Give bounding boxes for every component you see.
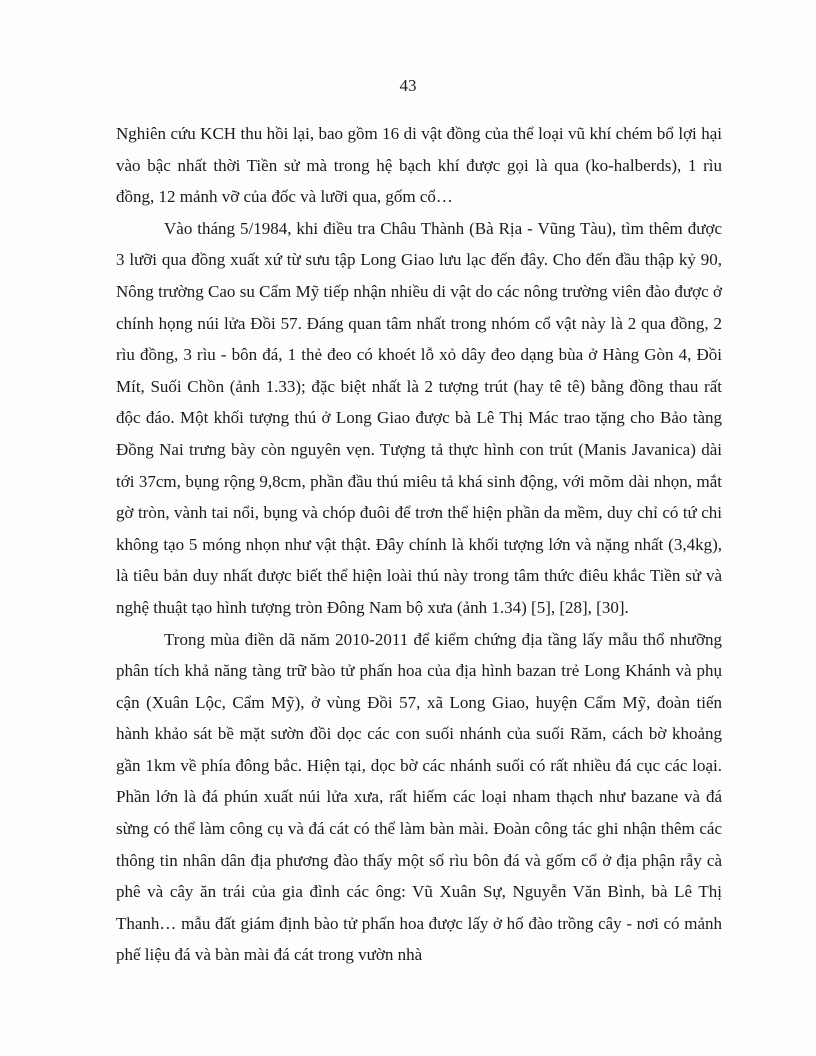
page-number: 43 [399,76,417,95]
paragraph-field-survey: Trong mùa điền dã năm 2010-2011 để kiểm chứng địa tầng lấy mẫu thổ nhưỡng phân tích khả năng tàng trữ bào tử phấn hoa của địa hình bazan trẻ Long Khánh và phụ cận (Xuân Lộc, Cẩm Mỹ), ở vùng Đồi 57, xã Long Giao, huyện Cẩm Mỹ, đoàn tiến hành khảo sát bề mặt sườn đồi dọc các con suối nhánh của suối Răm, cách bờ khoảng gần 1km về phía đông bắc. Hiện tại, dọc bờ các nhánh suối có rất nhiều đá cục các loại. Phần lớn là đá phún xuất núi lửa xưa, rất hiếm các loại nham thạch như bazane và đá sừng có thể làm công cụ và đá cát có thể làm bàn mài. Đoàn công tác ghi nhận thêm các thông tin nhân dân địa phương đào thấy một số rìu bôn đá và gốm cổ ở địa phận rẫy cà phê và cây ăn trái của gia đình các ông: Vũ Xuân Sự, Nguyễn Văn Bình, bà Lê Thị Thanh… mẫu đất giám định bào tử phấn hoa được lấy ở hố đào trồng cây - nơi có mảnh phế liệu đá và bàn mài đá cát trong vườn nhà [116,629,722,965]
body-text [116,118,722,971]
paragraph-long-giao-artifacts: Vào tháng 5/1984, khi điều tra Châu Thành (Bà Rịa - Vũng Tàu), tìm thêm được 3 lưỡi qua đồng xuất xứ từ sưu tập Long Giao lưu lạc đến đây. Cho đến đầu thập kỷ 90, Nông trường Cao su Cẩm Mỹ tiếp nhận nhiều di vật do các nông trường viên đào được ở chính họng núi lửa Đồi 57. Đáng quan tâm nhất trong nhóm cổ vật này là 2 qua đồng, 2 rìu đồng, 3 rìu - bôn đá, 1 thẻ đeo có khoét lỗ xỏ dây đeo dạng bùa ở Hàng Gòn 4, Đồi Mít, Suối Chồn (ảnh 1.33); đặc biệt nhất là 2 tượng trút (hay tê tê) bằng đồng thau rất độc đáo. Một khối tượng thú ở Long Giao được bà Lê Thị Mác trao tặng cho Bảo tàng Đồng Nai trưng bày còn nguyên vẹn. Tượng tả thực hình con trút (Manis Javanica) dài tới 37cm, bụng rộng 9,8cm, phần đầu thú miêu tả khá sinh động, với mõm dài nhọn, mắt gờ tròn, vành tai nổi, bụng và chóp đuôi để trơn thể hiện phần da mềm, duy chỉ có tứ chi không tạo 5 móng nhọn như vật thật. Đây chính là khối tượng lớn và nặng nhất (3,4kg), là tiêu bản duy nhất được biết thể hiện loài thú này trong tâm thức điêu khắc Tiền sử và nghệ thuật tạo hình tượng tròn Đông Nam bộ xưa (ảnh 1.34) [5], [28], [30]. [116,218,722,617]
paragraph-continuation: Nghiên cứu KCH thu hồi lại, bao gồm 16 di vật đồng của thể loại vũ khí chém bổ lợi hại vào bậc nhất thời Tiền sử mà trong hệ bạch khí được gọi là qua (ko-halberds), 1 rìu đồng, 12 mảnh vỡ của đốc và lưỡi qua, gốm cổ… [116,124,722,207]
